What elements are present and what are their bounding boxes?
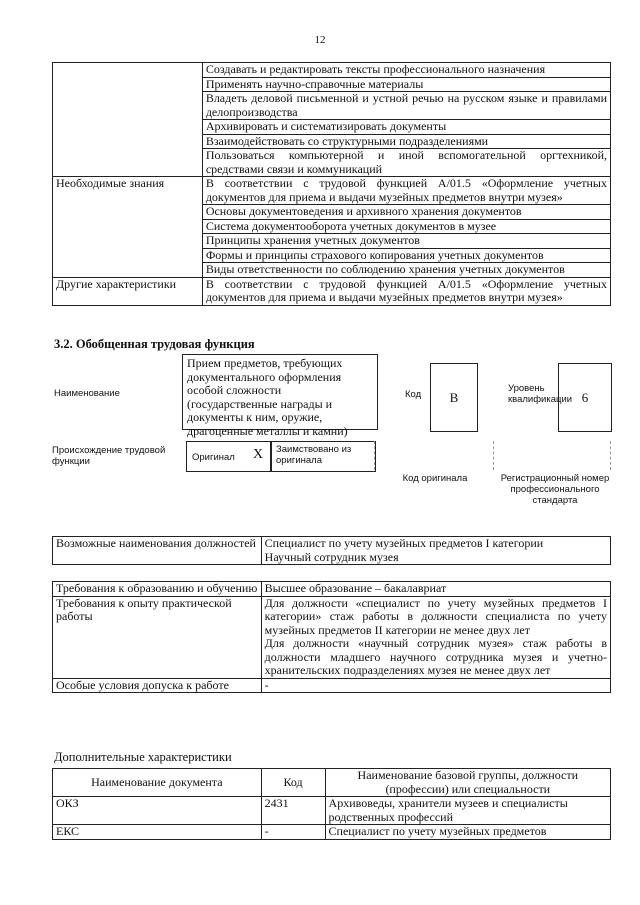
additional-table — [52, 768, 611, 840]
code-cell: 2431 — [261, 797, 325, 825]
other-value: В соответствии с трудовой функцией А/01.5 «Оформление учетных документов для приема и выдачи музейных предметов внутри музея» — [202, 277, 610, 305]
borrowed-label: Заимствовано из оригинала — [276, 444, 352, 466]
original-label: Оригинал — [192, 452, 235, 463]
skill-row: Создавать и редактировать тексты профессионального назначения — [202, 63, 610, 78]
knowledge-row: Формы и принципы страхового копирования учетных документов — [202, 248, 610, 263]
section-heading: 3.2. Обобщенная трудовая функция — [54, 337, 255, 351]
experience-paragraph: Для должности «научный сотрудник музея» стаж работы в должности младшего научного сотрудника музея и учетно-хранительских подразделениях музея не менее двух лет — [264, 636, 607, 677]
knowledge-row: Система документооборота учетных документов в музее — [202, 219, 610, 234]
dashed-divider — [610, 441, 611, 470]
header-document: Наименование документа — [53, 769, 262, 797]
skill-row: Пользоваться компьютерной и иной вспомогательной оргтехникой, средствами связи и коммуникаций — [202, 149, 610, 177]
code-cell: - — [261, 825, 325, 840]
table-row — [53, 797, 611, 825]
other-label: Другие характеристики — [53, 277, 203, 305]
table-row — [53, 825, 611, 840]
reg-number-label: Регистрационный номер профессионального стандарта — [500, 473, 610, 506]
dashed-divider — [374, 441, 375, 470]
knowledge-row: Виды ответственности по соблюдению хранения учетных документов — [202, 263, 610, 278]
dashed-divider — [493, 441, 494, 470]
positions-label: Возможные наименования должностей — [53, 537, 262, 565]
special-label: Особые условия допуска к работе — [53, 678, 262, 693]
requirements-table — [52, 581, 611, 693]
doc-cell: ЕКС — [53, 825, 262, 840]
skill-row: Взаимодействовать со структурными подразделениями — [202, 134, 610, 149]
header-name: Наименование базовой группы, должности (профессии) или специальности — [325, 769, 610, 797]
education-label: Требования к образованию и обучению — [53, 582, 262, 597]
skill-row: Архивировать и систематизировать документы — [202, 120, 610, 135]
knowledge-row: Принципы хранения учетных документов — [202, 234, 610, 249]
code-value: B — [430, 363, 478, 432]
name-label: Наименование — [54, 388, 120, 399]
additional-title: Дополнительные характеристики — [54, 750, 232, 764]
skills-label-cell — [53, 63, 203, 177]
experience-paragraph: Для должности «специалист по учету музейных предметов I категории» стаж работы в должности специалиста по учету музейных предметов II категории не менее двух лет — [264, 595, 607, 637]
skill-row: Применять научно-справочные материалы — [202, 77, 610, 92]
name-cell: Архивоведы, хранители музеев и специалисты родственных профессий — [325, 797, 610, 825]
name-cell: Специалист по учету музейных предметов — [325, 825, 610, 840]
special-value: - — [261, 678, 610, 693]
education-value: Высшее образование – бакалавриат — [261, 582, 610, 597]
knowledge-label: Необходимые знания — [53, 177, 203, 278]
page-number: 12 — [314, 34, 326, 46]
skill-row: Владеть деловой письменной и устной речью на русском языке и правилами делопроизводства — [202, 92, 610, 120]
positions-table — [52, 536, 611, 565]
level-value: 6 — [558, 363, 612, 432]
skills-table — [52, 62, 611, 306]
position-item: Специалист по учету музейных предметов I категории — [264, 536, 544, 550]
experience-label: Требования к опыту практической работы — [53, 596, 262, 678]
code-original-label: Код оригинала — [402, 473, 468, 484]
original-mark: X — [253, 447, 264, 462]
knowledge-row: В соответствии с трудовой функцией А/01.5 «Оформление учетных документов для приема и выдачи музейных предметов внутри музея» — [202, 177, 610, 205]
header-code: Код — [261, 769, 325, 797]
doc-cell: ОКЗ — [53, 797, 262, 825]
level-label: Уровень квалификации — [508, 383, 573, 405]
position-item: Научный сотрудник музея — [264, 549, 399, 564]
code-label: Код — [405, 389, 422, 400]
name-value: Прием предметов, требующих документального оформления особой сложности (государственные награды и документы к ним, оружие, драгоценные металлы и камни) — [182, 354, 378, 430]
experience-value — [261, 596, 610, 678]
origin-label: Происхождение трудовой функции — [52, 445, 166, 467]
positions-values — [261, 537, 610, 565]
knowledge-row: Основы документоведения и архивного хранения документов — [202, 205, 610, 220]
